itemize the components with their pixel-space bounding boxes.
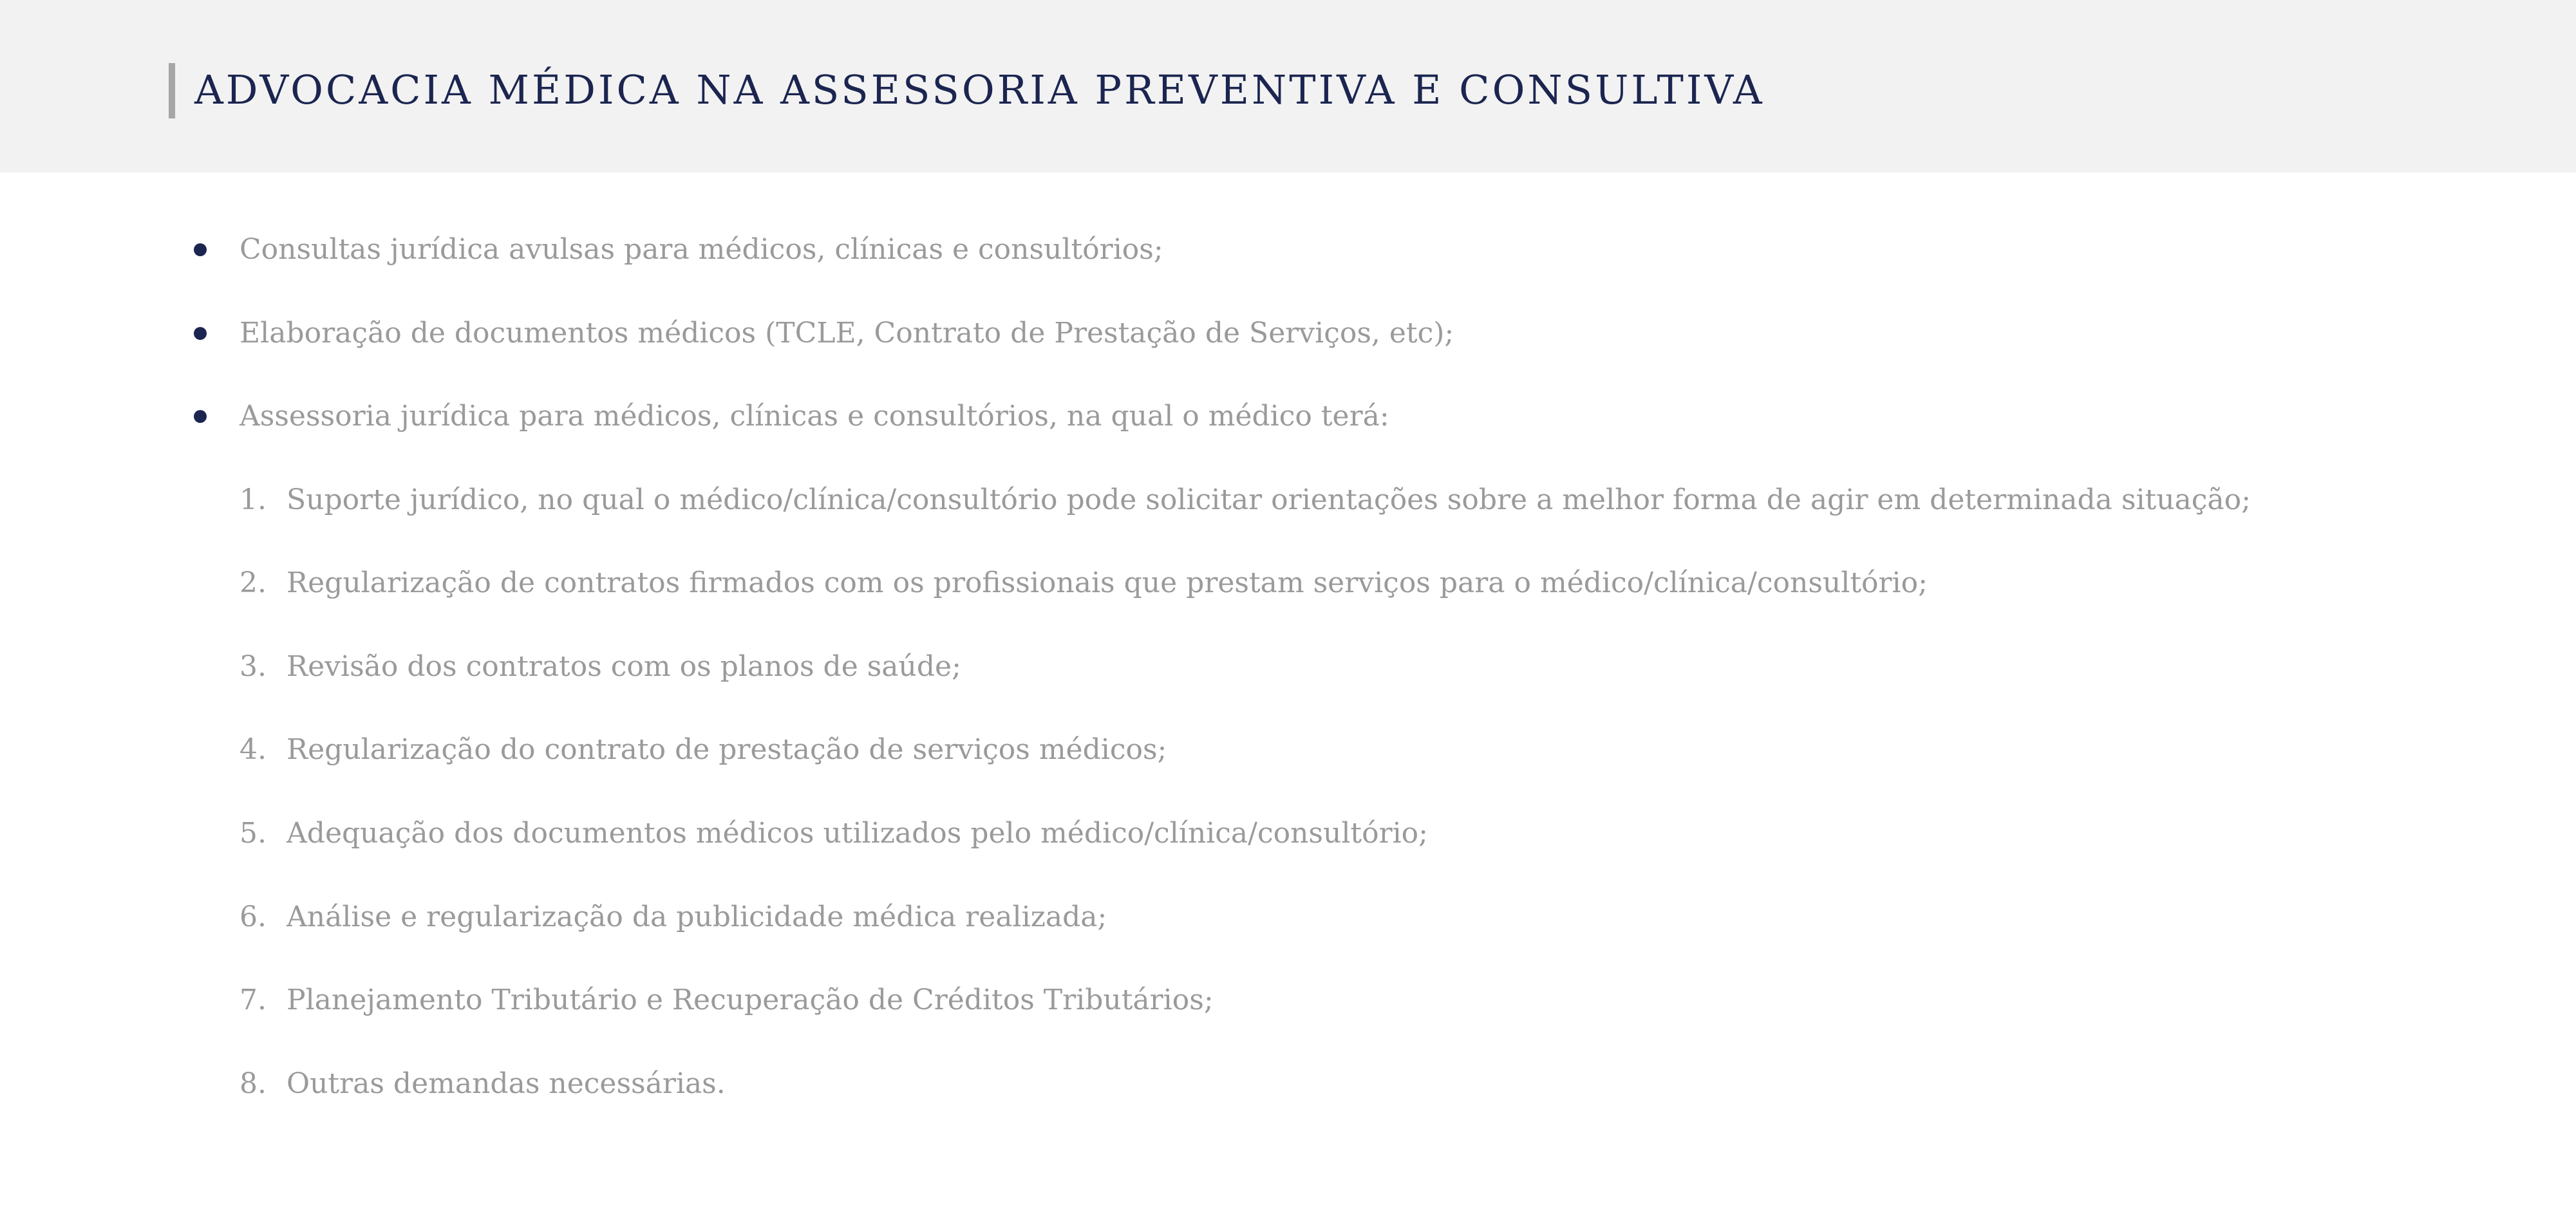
item-text: Planejamento Tributário e Recuperação de Créditos Tributários; [287,984,1214,1016]
item-text: Regularização de contratos firmados com os profissionais que prestam serviços para o médico/clínica/consultório; [287,566,1928,599]
item-number: 2. [240,566,267,599]
item-text: Revisão dos contratos com os planos de saúde; [287,650,961,683]
bullet-dot-icon [194,327,207,340]
item-text: Outras demandas necessárias. [287,1067,726,1100]
item-text: Regularização do contrato de prestação de serviços médicos; [287,733,1167,766]
item-number: 5. [240,817,267,850]
item-text: Suporte jurídico, no qual o médico/clínica/consultório pode solicitar orientações sobre a melhor forma de agir em determinada situação; [287,483,2251,516]
item-text: Adequação dos documentos médicos utilizados pelo médico/clínica/consultório; [287,817,1428,850]
item-number: 6. [240,901,267,933]
bullet-dot-icon [194,243,207,256]
page-title: ADVOCACIA MÉDICA NA ASSESSORIA PREVENTIVA E CONSULTIVA [194,66,1765,113]
bullet-text: Assessoria jurídica para médicos, clínicas e consultórios, na qual o médico terá: [240,400,1389,433]
item-text: Análise e regularização da publicidade médica realizada; [287,901,1107,933]
item-number: 3. [240,650,267,683]
item-number: 1. [240,483,267,516]
item-number: 7. [240,984,267,1016]
bullet-text: Elaboração de documentos médicos (TCLE, Contrato de Prestação de Serviços, etc); [240,317,1454,350]
item-number: 8. [240,1067,267,1100]
bullet-dot-icon [194,410,207,423]
item-number: 4. [240,733,267,766]
bullet-text: Consultas jurídica avulsas para médicos, clínicas e consultórios; [240,233,1163,266]
